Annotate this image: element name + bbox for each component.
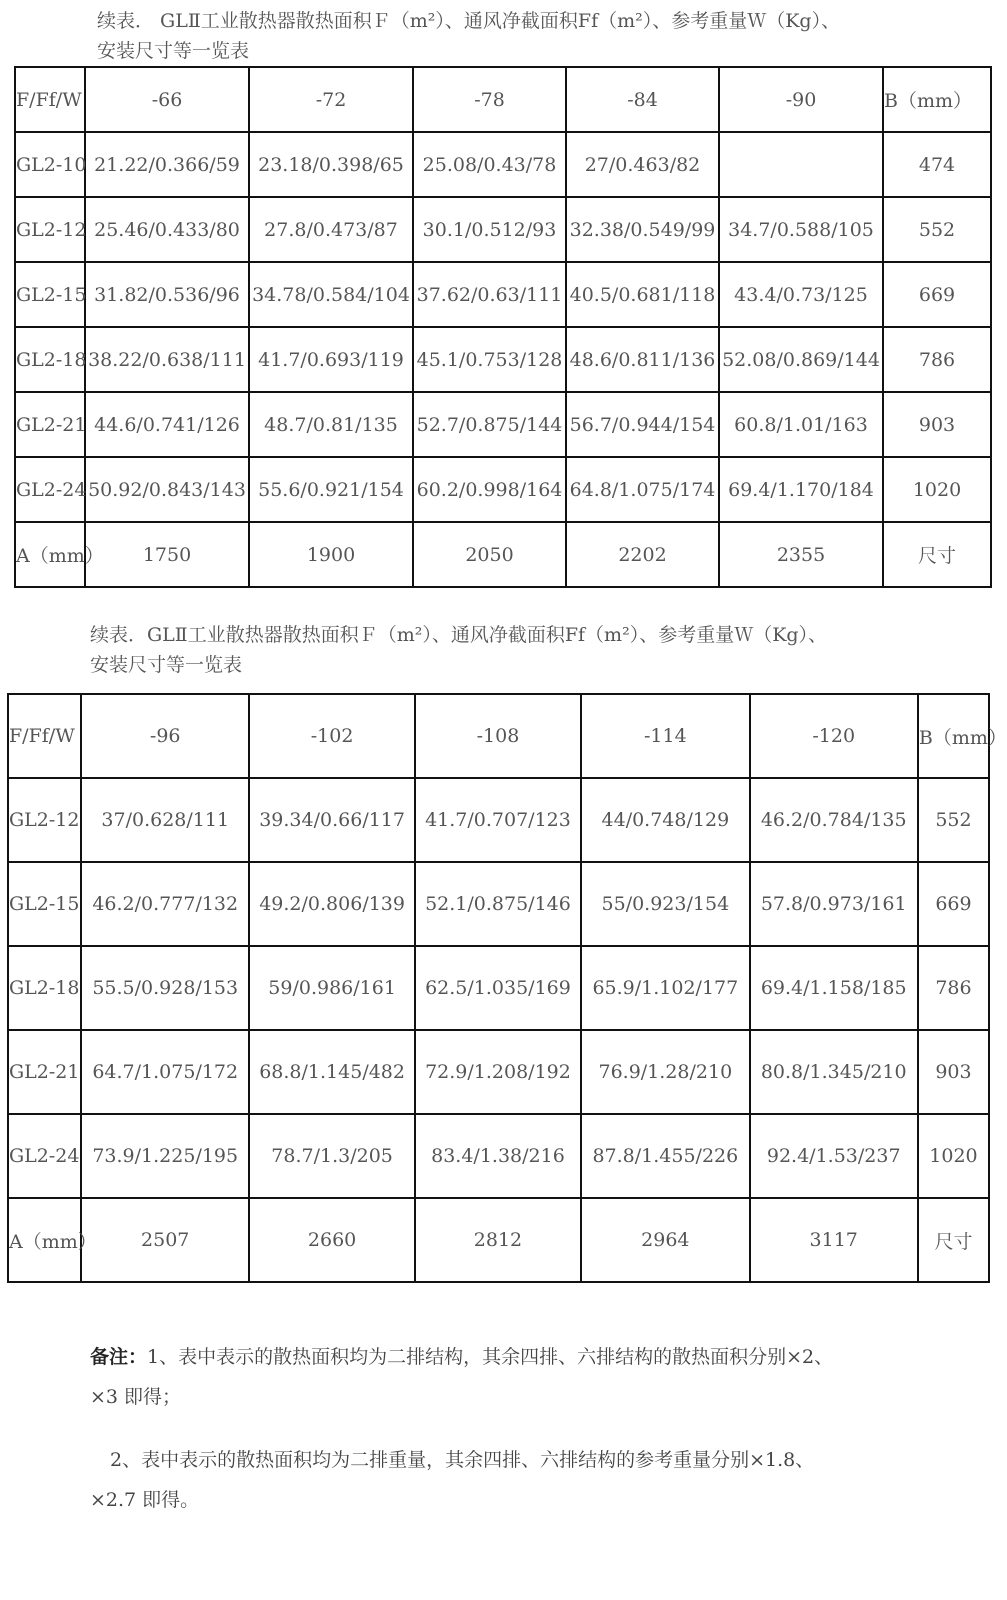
table-cell: 46.2/0.777/132 <box>81 862 249 946</box>
table-cell: 87.8/1.455/226 <box>581 1114 749 1198</box>
table-cell: 1900 <box>249 522 413 587</box>
table-cell: 45.1/0.753/128 <box>413 327 566 392</box>
table-cell: 尺寸 <box>883 522 991 587</box>
column-header-cell: -84 <box>566 67 719 132</box>
table-cell: 52.08/0.869/144 <box>719 327 883 392</box>
table-row <box>15 457 991 522</box>
table-cell: 78.7/1.3/205 <box>249 1114 414 1198</box>
table-cell: 669 <box>918 862 989 946</box>
table-cell: 62.5/1.035/169 <box>415 946 581 1030</box>
row-label-cell: F/Ff/W <box>15 67 85 132</box>
column-header-cell: -102 <box>249 694 414 778</box>
column-header-cell: B（mm） <box>883 67 991 132</box>
row-label-cell: A（mm） <box>15 522 85 587</box>
table-cell: 25.46/0.433/80 <box>85 197 249 262</box>
column-header-cell: -90 <box>719 67 883 132</box>
column-header-cell: B（mm） <box>918 694 989 778</box>
table-row <box>8 778 989 862</box>
table-cell: 52.7/0.875/144 <box>413 392 566 457</box>
table-cell: 786 <box>918 946 989 1030</box>
table-cell <box>719 132 883 197</box>
table-header-row <box>8 694 989 778</box>
note2-line1: 2、表中表示的散热面积均为二排重量，其余四排、六排结构的参考重量分别×1.8、 <box>110 1449 815 1471</box>
table1-caption-line2: 安装尺寸等一览表 <box>97 40 250 62</box>
table-cell: 41.7/0.707/123 <box>415 778 581 862</box>
table-cell: 59/0.986/161 <box>249 946 414 1030</box>
table-cell: 尺寸 <box>918 1198 989 1282</box>
table-cell: 2507 <box>81 1198 249 1282</box>
table-cell: 25.08/0.43/78 <box>413 132 566 197</box>
table-cell: 48.6/0.811/136 <box>566 327 719 392</box>
table2-caption <box>90 620 827 680</box>
table-cell: 64.7/1.075/172 <box>81 1030 249 1114</box>
table-cell: 60.8/1.01/163 <box>719 392 883 457</box>
table-cell: 92.4/1.53/237 <box>750 1114 918 1198</box>
table-row <box>8 862 989 946</box>
table-cell: 2660 <box>249 1198 414 1282</box>
row-label-cell: GL2-24 <box>8 1114 81 1198</box>
table-cell: 37.62/0.63/111 <box>413 262 566 327</box>
note1-line1: 1、表中表示的散热面积均为二排结构，其余四排、六排结构的散热面积分别×2、 <box>147 1346 834 1368</box>
row-label-cell: GL2-18 <box>8 946 81 1030</box>
table-row <box>8 1030 989 1114</box>
table-cell: 64.8/1.075/174 <box>566 457 719 522</box>
table-cell: 56.7/0.944/154 <box>566 392 719 457</box>
table-cell: 69.4/1.158/185 <box>750 946 918 1030</box>
table-cell: 27/0.463/82 <box>566 132 719 197</box>
table-cell: 903 <box>883 392 991 457</box>
column-header-cell: -72 <box>249 67 413 132</box>
table-row <box>15 327 991 392</box>
table-cell: 76.9/1.28/210 <box>581 1030 749 1114</box>
table-cell: 2355 <box>719 522 883 587</box>
table-cell: 32.38/0.549/99 <box>566 197 719 262</box>
table-cell: 40.5/0.681/118 <box>566 262 719 327</box>
table1-caption <box>97 6 840 66</box>
table-cell: 60.2/0.998/164 <box>413 457 566 522</box>
table1-caption-line1: 续表． GLⅡ工业散热器散热面积Ｆ（m²）、通风净截面积Ff（m²）、参考重量Ｗ（Kg）、 <box>97 10 841 32</box>
table-cell: 44.6/0.741/126 <box>85 392 249 457</box>
table-cell: 52.1/0.875/146 <box>415 862 581 946</box>
table-cell: 55/0.923/154 <box>581 862 749 946</box>
row-label-cell: GL2-10 <box>15 132 85 197</box>
table-cell: 57.8/0.973/161 <box>750 862 918 946</box>
table-row <box>15 197 991 262</box>
row-label-cell: GL2-15 <box>15 262 85 327</box>
row-label-cell: GL2-18 <box>15 327 85 392</box>
table-header-row <box>15 67 991 132</box>
row-label-cell: GL2-21 <box>8 1030 81 1114</box>
table-cell: 37/0.628/111 <box>81 778 249 862</box>
table2 <box>7 693 1007 1283</box>
table-cell: 3117 <box>750 1198 918 1282</box>
note-label: 备注： <box>90 1346 148 1368</box>
note-2 <box>90 1440 970 1520</box>
table-cell: 903 <box>918 1030 989 1114</box>
row-label-cell: F/Ff/W <box>8 694 81 778</box>
table-cell: 49.2/0.806/139 <box>249 862 414 946</box>
table-row <box>15 262 991 327</box>
table2-caption-line1: 续表．GLⅡ工业散热器散热面积Ｆ（m²）、通风净截面积Ff（m²）、参考重量Ｗ（Kg）、 <box>90 624 828 646</box>
row-label-cell: A（mm） <box>8 1198 81 1282</box>
table-cell: 50.92/0.843/143 <box>85 457 249 522</box>
table-cell: 80.8/1.345/210 <box>750 1030 918 1114</box>
column-header-cell: -108 <box>415 694 581 778</box>
table-cell: 43.4/0.73/125 <box>719 262 883 327</box>
note1-line2: ×3 即得； <box>90 1386 182 1408</box>
table-cell: 30.1/0.512/93 <box>413 197 566 262</box>
column-header-cell: -66 <box>85 67 249 132</box>
table-cell: 1020 <box>883 457 991 522</box>
row-label-cell: GL2-12 <box>8 778 81 862</box>
table-cell: 2812 <box>415 1198 581 1282</box>
column-header-cell: -114 <box>581 694 749 778</box>
table1 <box>14 66 992 588</box>
table-cell: 73.9/1.225/195 <box>81 1114 249 1198</box>
table-cell: 786 <box>883 327 991 392</box>
table-cell: 669 <box>883 262 991 327</box>
note-1 <box>90 1337 950 1417</box>
table-row <box>15 522 991 587</box>
table-cell: 23.18/0.398/65 <box>249 132 413 197</box>
table-cell: 27.8/0.473/87 <box>249 197 413 262</box>
column-header-cell: -120 <box>750 694 918 778</box>
table-cell: 34.78/0.584/104 <box>249 262 413 327</box>
row-label-cell: GL2-24 <box>15 457 85 522</box>
table-cell: 2050 <box>413 522 566 587</box>
table-cell: 2964 <box>581 1198 749 1282</box>
row-label-cell: GL2-12 <box>15 197 85 262</box>
column-header-cell: -96 <box>81 694 249 778</box>
table-row <box>8 1114 989 1198</box>
table-row <box>8 1198 989 1282</box>
row-label-cell: GL2-21 <box>15 392 85 457</box>
table-cell: 552 <box>918 778 989 862</box>
table-cell: 552 <box>883 197 991 262</box>
table-cell: 65.9/1.102/177 <box>581 946 749 1030</box>
table-cell: 46.2/0.784/135 <box>750 778 918 862</box>
table-cell: 41.7/0.693/119 <box>249 327 413 392</box>
table-cell: 48.7/0.81/135 <box>249 392 413 457</box>
table-cell: 474 <box>883 132 991 197</box>
table-cell: 55.6/0.921/154 <box>249 457 413 522</box>
column-header-cell: -78 <box>413 67 566 132</box>
table-row <box>8 946 989 1030</box>
table2-caption-line2: 安装尺寸等一览表 <box>90 654 243 676</box>
table-cell: 69.4/1.170/184 <box>719 457 883 522</box>
table-cell: 21.22/0.366/59 <box>85 132 249 197</box>
table-cell: 1750 <box>85 522 249 587</box>
table-cell: 68.8/1.145/482 <box>249 1030 414 1114</box>
table-cell: 38.22/0.638/111 <box>85 327 249 392</box>
table-row <box>15 132 991 197</box>
table-cell: 44/0.748/129 <box>581 778 749 862</box>
table-row <box>15 392 991 457</box>
table-cell: 39.34/0.66/117 <box>249 778 414 862</box>
table-cell: 31.82/0.536/96 <box>85 262 249 327</box>
row-label-cell: GL2-15 <box>8 862 81 946</box>
table-cell: 2202 <box>566 522 719 587</box>
table-cell: 83.4/1.38/216 <box>415 1114 581 1198</box>
table-cell: 72.9/1.208/192 <box>415 1030 581 1114</box>
table-cell: 55.5/0.928/153 <box>81 946 249 1030</box>
table-cell: 1020 <box>918 1114 989 1198</box>
table-cell: 34.7/0.588/105 <box>719 197 883 262</box>
note2-line2: ×2.7 即得。 <box>90 1489 200 1511</box>
